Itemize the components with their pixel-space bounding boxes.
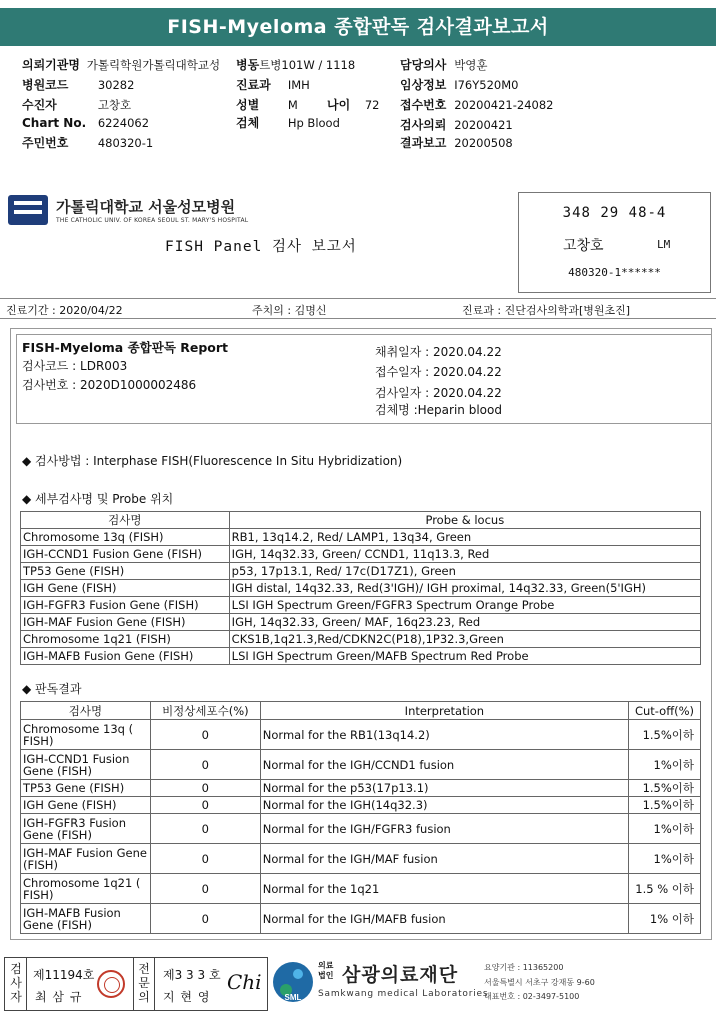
- recipient-label: 수진자: [22, 98, 57, 112]
- interpretation-cell: Normal for the IGH/MAFB fusion: [260, 904, 628, 934]
- institution-value: 가톨릭학원가톨릭대학교성: [86, 58, 221, 72]
- clinical-label: 임상정보: [400, 78, 447, 92]
- table-row: [21, 844, 701, 874]
- patient-resident-number: 480320-1******: [568, 266, 661, 279]
- column-header: 검사명: [21, 702, 151, 720]
- specialist-license: 제3 3 3 호: [163, 968, 221, 982]
- table-row: [21, 814, 701, 844]
- table-row: [21, 614, 701, 631]
- abnormal-pct-cell: 0: [150, 814, 260, 844]
- abnormal-pct-cell: 0: [150, 844, 260, 874]
- report-date-value: 20200508: [454, 136, 513, 150]
- specialist-label: 전문의: [138, 962, 150, 1004]
- test-name-cell: IGH-MAFB Fusion Gene (FISH): [21, 904, 151, 934]
- dept-label: 진료과: [236, 78, 271, 92]
- patient-code: LM: [657, 238, 671, 251]
- doctor-field: [400, 56, 488, 73]
- age-label: 나이: [327, 98, 351, 112]
- institution-label: 의뢰기관명: [22, 58, 80, 72]
- sex-label: 성별: [236, 98, 260, 112]
- receipt-no-value: 20200421-24082: [454, 98, 554, 112]
- lab-name: 삼광의료재단: [342, 964, 459, 986]
- table-row: [21, 631, 701, 648]
- test-date: 검사일자 : 2020.04.22: [375, 386, 502, 400]
- table-row: [21, 750, 701, 780]
- receipt-no-label: 접수번호: [400, 98, 447, 112]
- result-heading: ◆ 판독결과: [22, 682, 82, 696]
- test-name-cell: Chromosome 1q21 (FISH): [21, 631, 230, 648]
- cutoff-cell: 1% 이하: [629, 904, 701, 934]
- interpretation-cell: Normal for the IGH/MAF fusion: [260, 844, 628, 874]
- probe-cell: p53, 17p13.1, Red/ 17c(D17Z1), Green: [229, 563, 700, 580]
- specimen-value: Hp Blood: [287, 116, 340, 130]
- interpretation-cell: Normal for the 1q21: [260, 874, 628, 904]
- resident-label: 주민번호: [22, 136, 69, 150]
- sml-logo-text: SML: [284, 993, 302, 1002]
- tester-license: 제11194호: [33, 968, 95, 982]
- abnormal-pct-cell: 0: [150, 874, 260, 904]
- abnormal-pct-cell: 0: [150, 780, 260, 797]
- column-header: Probe & locus: [229, 512, 700, 529]
- cutoff-cell: 1%이하: [629, 844, 701, 874]
- column-header: 비정상세포수(%): [150, 702, 260, 720]
- specimen-name: 검체명 :Heparin blood: [375, 403, 502, 417]
- dept-value: IMH: [287, 78, 310, 92]
- test-name-cell: IGH-FGFR3 Fusion Gene (FISH): [21, 597, 230, 614]
- abnormal-pct-cell: 0: [150, 904, 260, 934]
- specimen-field: [236, 114, 340, 131]
- test-code: 검사코드 : LDR003: [22, 359, 128, 373]
- sml-logo-icon: [272, 960, 314, 1004]
- test-name-cell: IGH-FGFR3 Fusion Gene (FISH): [21, 814, 151, 844]
- chart-field: [22, 116, 149, 130]
- table-row: [21, 580, 701, 597]
- cutoff-cell: 1.5%이하: [629, 720, 701, 750]
- abnormal-pct-cell: 0: [150, 750, 260, 780]
- test-name-cell: IGH-MAF Fusion Gene (FISH): [21, 614, 230, 631]
- table-header-row: [21, 512, 701, 529]
- test-name-cell: IGH Gene (FISH): [21, 797, 151, 814]
- panel-report-title: FISH Panel 검사 보고서: [165, 239, 357, 255]
- report-title: FISH-Myeloma 종합판독 검사결과보고서: [0, 8, 716, 46]
- divider: [0, 318, 716, 319]
- ward-value: 트병101W / 1118: [259, 58, 356, 72]
- probe-cell: LSI IGH Spectrum Green/MAFB Spectrum Red Probe: [229, 648, 700, 665]
- table-row: [21, 780, 701, 797]
- table-row: [21, 529, 701, 546]
- patient-id-box: [518, 192, 711, 293]
- ward-field: [236, 56, 355, 73]
- cutoff-cell: 1.5%이하: [629, 780, 701, 797]
- tester-name: 최 삼 규: [35, 990, 83, 1004]
- hospital-code-value: 30282: [97, 78, 135, 92]
- probe-heading: ◆ 세부검사명 및 Probe 위치: [22, 492, 174, 506]
- column-header: Cut-off(%): [629, 702, 701, 720]
- test-name-cell: IGH-CCND1 Fusion Gene (FISH): [21, 546, 230, 563]
- tester-label: 검사자: [10, 962, 22, 1004]
- interpretation-cell: Normal for the IGH/FGFR3 fusion: [260, 814, 628, 844]
- doctor-label: 담당의사: [400, 58, 447, 72]
- probe-table: [20, 511, 701, 665]
- probe-cell: LSI IGH Spectrum Green/FGFR3 Spectrum Orange Probe: [229, 597, 700, 614]
- table-row: [21, 648, 701, 665]
- table-row: [21, 546, 701, 563]
- specimen-label: 검체: [236, 116, 260, 130]
- visit-department: 진료과 : 진단검사의학과[병원초진]: [462, 304, 631, 317]
- doctor-value: 박영훈: [454, 58, 488, 72]
- hospital-code-label: 병원코드: [22, 78, 69, 92]
- ward-label: 병동: [236, 58, 260, 72]
- patient-number: 348 29 48-4: [562, 205, 667, 221]
- interpretation-cell: Normal for the p53(17p13.1): [260, 780, 628, 797]
- tester-label-column: [5, 958, 27, 1010]
- visit-physician: 주치의 : 김명신: [252, 304, 327, 317]
- test-name-cell: Chromosome 1q21 ( FISH): [21, 874, 151, 904]
- interpretation-cell: Normal for the RB1(13q14.2): [260, 720, 628, 750]
- divider: [0, 298, 716, 299]
- visit-date: 진료기간 : 2020/04/22: [6, 304, 123, 317]
- probe-cell: IGH, 14q32.33, Green/ CCND1, 11q13.3, Red: [229, 546, 700, 563]
- table-header-row: [21, 702, 701, 720]
- resident-value: 480320-1: [97, 136, 154, 150]
- hospital-name: 가톨릭대학교 서울성모병원: [56, 198, 236, 216]
- age-value: 72: [364, 98, 380, 112]
- recipient-field: [22, 96, 131, 113]
- request-value: 20200421: [454, 118, 513, 132]
- probe-cell: IGH, 14q32.33, Green/ MAF, 16q23.23, Red: [229, 614, 700, 631]
- clinical-value: I76Y520M0: [454, 78, 519, 92]
- lab-phone: 대표번호 : 02-3497-5100: [484, 992, 580, 1001]
- request-field: [400, 116, 513, 133]
- table-row: [21, 720, 701, 750]
- probe-cell: CKS1B,1q21.3,Red/CDKN2C(P18),1P32.3,Green: [229, 631, 700, 648]
- receipt-date: 접수일자 : 2020.04.22: [375, 365, 502, 379]
- table-row: [21, 797, 701, 814]
- test-name-cell: Chromosome 13q ( FISH): [21, 720, 151, 750]
- test-name-cell: IGH-CCND1 Fusion Gene (FISH): [21, 750, 151, 780]
- chart-label: Chart No.: [22, 116, 87, 130]
- test-name-cell: TP53 Gene (FISH): [21, 780, 151, 797]
- chart-value: 6224062: [97, 116, 150, 130]
- hospital-english-name: THE CATHOLIC UNIV. OF KOREA SEOUL ST. MARY'S HOSPITAL: [56, 217, 249, 224]
- abnormal-pct-cell: 0: [150, 720, 260, 750]
- dept-field: [236, 76, 310, 93]
- probe-cell: RB1, 13q14.2, Red/ LAMP1, 13q34, Green: [229, 529, 700, 546]
- test-name-cell: IGH Gene (FISH): [21, 580, 230, 597]
- test-name-cell: IGH-MAF Fusion Gene (FISH): [21, 844, 151, 874]
- table-row: [21, 904, 701, 934]
- method-text: ◆ 검사방법 : Interphase FISH(Fluorescence In Situ Hybridization): [22, 454, 403, 468]
- hospital-logo-icon: [8, 195, 48, 225]
- cutoff-cell: 1.5%이하: [629, 797, 701, 814]
- lab-corporation-type: 의료 법인: [318, 961, 334, 980]
- abnormal-pct-cell: 0: [150, 797, 260, 814]
- specialist-label-column: [133, 958, 155, 1010]
- lab-license: 요양기관 : 11365200: [484, 963, 564, 972]
- cutoff-cell: 1.5 % 이하: [629, 874, 701, 904]
- test-name-cell: TP53 Gene (FISH): [21, 563, 230, 580]
- report-heading: FISH-Myeloma 종합판독 Report: [22, 340, 229, 355]
- lab-address: 서울특별시 서초구 강재동 9-60: [484, 978, 595, 987]
- test-number: 검사번호 : 2020D1000002486: [22, 378, 197, 392]
- table-row: [21, 874, 701, 904]
- interpretation-cell: Normal for the IGH/CCND1 fusion: [260, 750, 628, 780]
- report-date-label: 결과보고: [400, 136, 447, 150]
- patient-name: 고창호: [563, 238, 604, 254]
- hospital-code-field: [22, 76, 134, 93]
- test-name-cell: Chromosome 13q (FISH): [21, 529, 230, 546]
- table-row: [21, 563, 701, 580]
- institution-field: [22, 56, 220, 73]
- column-header: 검사명: [21, 512, 230, 529]
- test-name-cell: IGH-MAFB Fusion Gene (FISH): [21, 648, 230, 665]
- signature-block: [4, 957, 268, 1011]
- lab-english-name: Samkwang medical Laboratories: [318, 989, 489, 999]
- receipt-no-field: [400, 96, 553, 113]
- resident-field: [22, 134, 153, 151]
- cutoff-cell: 1%이하: [629, 814, 701, 844]
- report-date-field: [400, 134, 513, 151]
- probe-cell: IGH distal, 14q32.33, Red(3'IGH)/ IGH proximal, 14q32.33, Green(5'IGH): [229, 580, 700, 597]
- sex-value: M: [287, 98, 298, 112]
- collect-date: 채취일자 : 2020.04.22: [375, 345, 502, 359]
- table-row: [21, 597, 701, 614]
- tester-seal-icon: [97, 970, 125, 998]
- clinical-field: [400, 76, 518, 93]
- specialist-name: 지 현 영: [163, 990, 211, 1004]
- sex-field: [236, 96, 298, 113]
- column-header: Interpretation: [260, 702, 628, 720]
- specialist-signature: Chi: [227, 970, 262, 994]
- interpretation-cell: Normal for the IGH(14q32.3): [260, 797, 628, 814]
- request-label: 검사의뢰: [400, 118, 447, 132]
- age-field: [327, 96, 379, 113]
- result-table: [20, 701, 701, 934]
- cutoff-cell: 1%이하: [629, 750, 701, 780]
- recipient-value: 고창호: [97, 98, 132, 112]
